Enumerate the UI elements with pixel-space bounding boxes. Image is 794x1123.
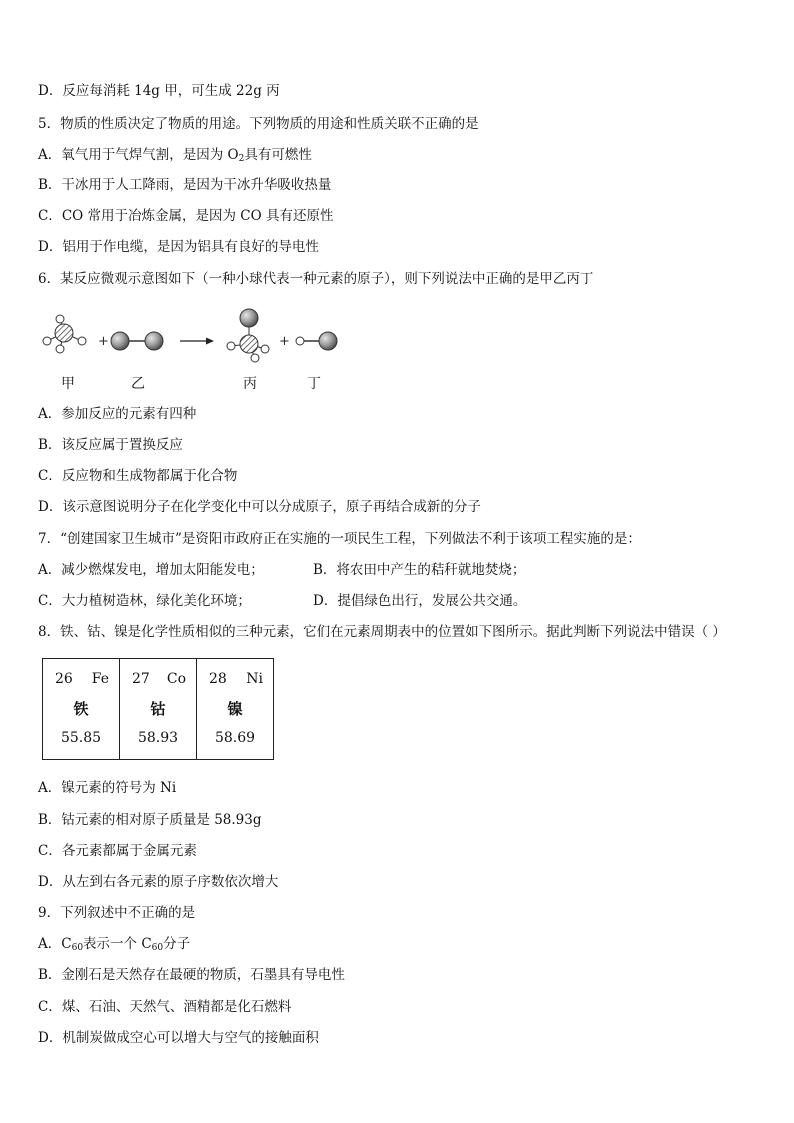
element-cell-ni	[197, 659, 274, 760]
periodic-table-excerpt	[42, 658, 274, 760]
q9-stem: 9．下列叙述中不正确的是	[38, 905, 196, 921]
atomic-mass: 58.93	[137, 730, 179, 746]
q5-option-a-text: A．氧气用于气焊气割，是因为 O	[38, 147, 239, 163]
q9-option-a-subscript-1: 60	[71, 943, 84, 953]
q5-option-a	[38, 146, 312, 164]
q8-option-c: C．各元素都属于金属元素	[38, 843, 197, 859]
label-jia: 甲	[61, 376, 75, 392]
label-yi: 乙	[131, 376, 145, 392]
atomic-number: 28	[209, 671, 227, 687]
q5-option-a-subscript: 2	[238, 154, 245, 164]
q9-option-d: D．机制炭做成空心可以增大与空气的接触面积	[38, 1030, 319, 1046]
element-cell-co	[120, 659, 197, 760]
label-bing: 丙	[243, 376, 257, 392]
q7-stem: 7．“创建国家卫生城市”是资阳市政府正在实施的一项民生工程，下列做法不利于该项工程实施的是：	[38, 531, 641, 547]
element-symbol: Fe	[91, 671, 109, 687]
q9-option-a-subscript-2: 60	[151, 943, 164, 953]
q8-option-a: A．镍元素的符号为 Ni	[38, 780, 177, 796]
q9-option-a-text-end: 分子	[163, 936, 191, 952]
plus-sign-1: +	[98, 334, 109, 349]
q8-stem: 8．铁、钴、镍是化学性质相似的三种元素，它们在元素周期表中的位置如下图所示。据此判断下列说法中错误（ ）	[38, 624, 726, 640]
q7-option-d: D．提倡绿色出行，发展公共交通。	[313, 593, 527, 609]
q9-option-c: C．煤、石油、天然气、酒精都是化石燃料	[38, 999, 292, 1015]
element-name: 铁	[73, 700, 89, 718]
q6-option-b: B．该反应属于置换反应	[38, 437, 183, 453]
element-symbol: Ni	[246, 671, 263, 687]
q7-option-b: B．将农田中产生的秸秆就地焚烧；	[313, 562, 526, 578]
q8-option-b: B．钴元素的相对原子质量是 58.93g	[38, 812, 262, 828]
q6-option-d: D．该示意图说明分子在化学变化中可以分成原子，原子再结合成新的分子	[38, 499, 481, 515]
q8-option-d: D．从左到右各元素的原子序数依次增大	[38, 874, 279, 890]
atomic-number: 27	[132, 671, 150, 687]
atomic-number: 26	[55, 671, 73, 687]
reaction-diagram	[38, 300, 378, 395]
q9-option-a	[38, 935, 190, 953]
plus-sign-2: +	[279, 334, 290, 349]
q5-option-d: D．铝用于作电缆，是因为铝具有良好的导电性	[38, 239, 319, 255]
element-name: 钴	[150, 700, 166, 718]
atomic-mass: 58.69	[214, 730, 256, 746]
molecule-jia	[43, 315, 86, 353]
q5-stem: 5．物质的性质决定了物质的用途。下列物质的用途和性质关联不正确的是	[38, 116, 479, 132]
element-symbol: Co	[166, 671, 186, 687]
element-cell-fe	[43, 659, 120, 760]
molecule-bing	[227, 309, 269, 362]
q9-option-a-text-mid: 表示一个 C	[83, 936, 152, 952]
q7-option-c: C．大力植树造林，绿化美化环境；	[38, 593, 251, 609]
molecule-yi	[111, 332, 163, 350]
q9-option-b: B．金刚石是天然存在最硬的物质，石墨具有导电性	[38, 967, 345, 983]
q7-option-a: A．减少燃煤发电，增加太阳能发电；	[38, 562, 264, 578]
label-ding: 丁	[307, 376, 321, 392]
q9-option-a-text: A．C	[38, 936, 72, 952]
molecule-ding	[296, 332, 337, 350]
q5-option-a-text-end: 具有可燃性	[244, 147, 312, 163]
atomic-mass: 55.85	[60, 730, 102, 746]
q6-option-a: A．参加反应的元素有四种	[38, 406, 197, 422]
reaction-arrow	[180, 338, 214, 345]
q6-stem: 6．某反应微观示意图如下（一种小球代表一种元素的原子），则下列说法中正确的是甲乙丙丁	[38, 271, 594, 287]
q4-option-d: D．反应每消耗 14g 甲，可生成 22g 丙	[38, 83, 280, 99]
q5-option-b: B．干冰用于人工降雨，是因为干冰升华吸收热量	[38, 177, 332, 193]
q6-option-c: C．反应物和生成物都属于化合物	[38, 468, 238, 484]
element-name: 镍	[227, 700, 243, 718]
q5-option-c: C．CO 常用于冶炼金属，是因为 CO 具有还原性	[38, 208, 334, 224]
